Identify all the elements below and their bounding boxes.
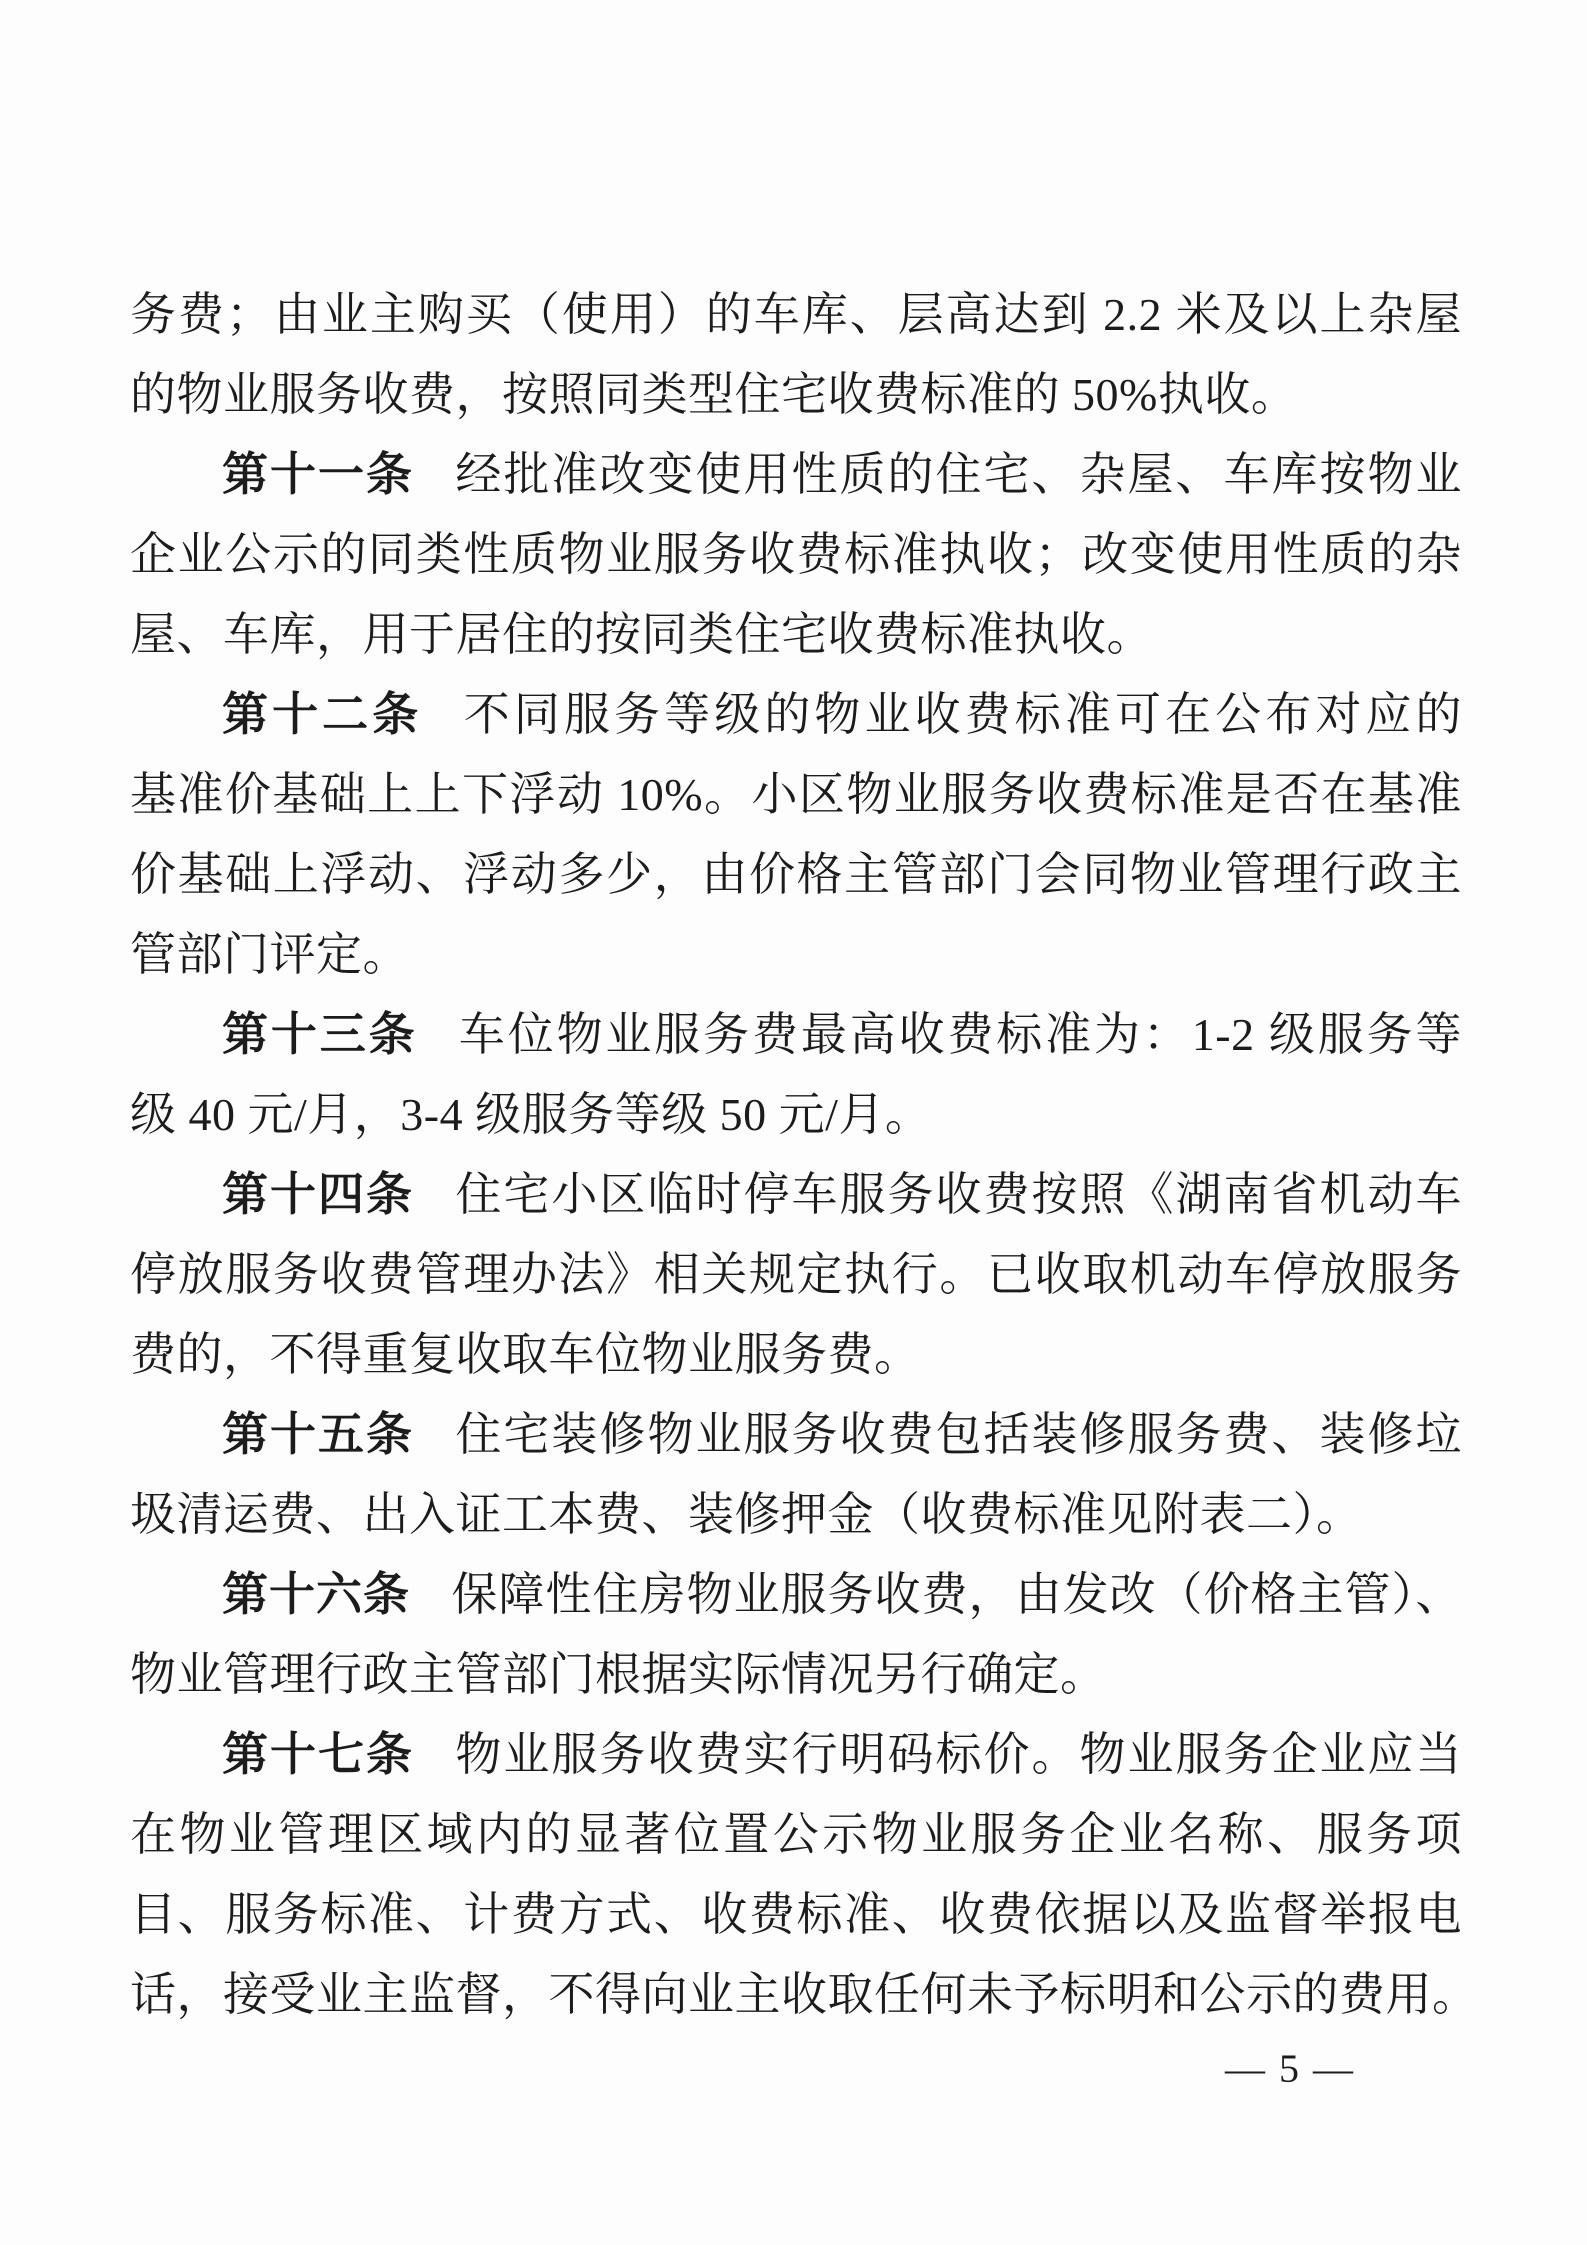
line-text: 住宅装修物业服务收费包括装修服务费、装修垃 bbox=[455, 1409, 1463, 1460]
text-line: 费的，不得重复收取车位物业服务费。 bbox=[130, 1329, 921, 1380]
line-text: 不同服务等级的物业收费标准可在公布对应的 bbox=[463, 689, 1463, 740]
text-line bbox=[130, 1155, 1462, 1235]
article-paragraph bbox=[130, 1555, 1462, 1715]
article-paragraph bbox=[130, 675, 1462, 995]
text-line: 圾清运费、出入证工本费、装修押金（收费标准见附表二）。 bbox=[130, 1489, 1363, 1540]
article-paragraph bbox=[130, 1395, 1462, 1555]
text-line: 在物业管理区域内的显著位置公示物业服务企业名称、服务项 bbox=[130, 1809, 1462, 1860]
text-line bbox=[130, 675, 1462, 755]
article-paragraph bbox=[130, 435, 1462, 675]
text-line bbox=[130, 1395, 1462, 1475]
text-line bbox=[130, 995, 1462, 1075]
text-line: 的物业服务收费，按照同类型住宅收费标准的 50%执收。 bbox=[130, 369, 1298, 420]
line-text: 经批准改变使用性质的住宅、杂屋、车库按物业 bbox=[455, 449, 1463, 500]
page-number: — 5 — bbox=[1225, 2046, 1355, 2091]
text-line: 停放服务收费管理办法》相关规定执行。已收取机动车停放服务 bbox=[130, 1249, 1462, 1300]
article-paragraph bbox=[130, 995, 1462, 1155]
article-paragraph bbox=[130, 1715, 1479, 2035]
line-text: 住宅小区临时停车服务收费按照《湖南省机动车 bbox=[455, 1169, 1463, 1220]
text-line bbox=[130, 1715, 1462, 1795]
text-line: 屋、车库，用于居住的按同类住宅收费标准执收。 bbox=[130, 609, 1153, 660]
document-body bbox=[130, 275, 1479, 2035]
text-line: 目、服务标准、计费方式、收费标准、收费依据以及监督举报电 bbox=[130, 1889, 1462, 1940]
article-number: 第十五条 bbox=[222, 1409, 415, 1460]
text-line: 基准价基础上上下浮动 10%。小区物业服务收费标准是否在基准 bbox=[130, 769, 1462, 820]
text-line bbox=[130, 1555, 1462, 1635]
text-line: 企业公示的同类性质物业服务收费标准执收；改变使用性质的杂 bbox=[130, 529, 1462, 580]
text-line: 管部门评定。 bbox=[130, 929, 409, 980]
article-number: 第十四条 bbox=[222, 1169, 415, 1220]
line-text: 车位物业服务费最高收费标准为：1-2 级服务等 bbox=[458, 1009, 1463, 1060]
line-text: 保障性住房物业服务收费，由发改（价格主管）、 bbox=[451, 1569, 1463, 1620]
article-number: 第十一条 bbox=[222, 449, 415, 500]
text-line: 级 40 元/月，3-4 级服务等级 50 元/月。 bbox=[130, 1089, 932, 1140]
continuation-paragraph bbox=[130, 275, 1462, 435]
article-number: 第十二条 bbox=[222, 689, 423, 740]
text-line bbox=[130, 435, 1462, 515]
article-paragraph bbox=[130, 1155, 1462, 1395]
article-number: 第十三条 bbox=[222, 1009, 418, 1060]
text-line: 务费；由业主购买（使用）的车库、层高达到 2.2 米及以上杂屋 bbox=[130, 289, 1462, 340]
article-number: 第十七条 bbox=[222, 1729, 415, 1780]
text-line: 物业管理行政主管部门根据实际情况另行确定。 bbox=[130, 1649, 1107, 1700]
line-text: 物业服务收费实行明码标价。物业服务企业应当 bbox=[455, 1729, 1463, 1780]
text-line: 价基础上浮动、浮动多少，由价格主管部门会同物业管理行政主 bbox=[130, 849, 1462, 900]
text-line: 话，接受业主监督，不得向业主收取任何未予标明和公示的费用。 bbox=[130, 1969, 1479, 2020]
article-number: 第十六条 bbox=[222, 1569, 411, 1620]
